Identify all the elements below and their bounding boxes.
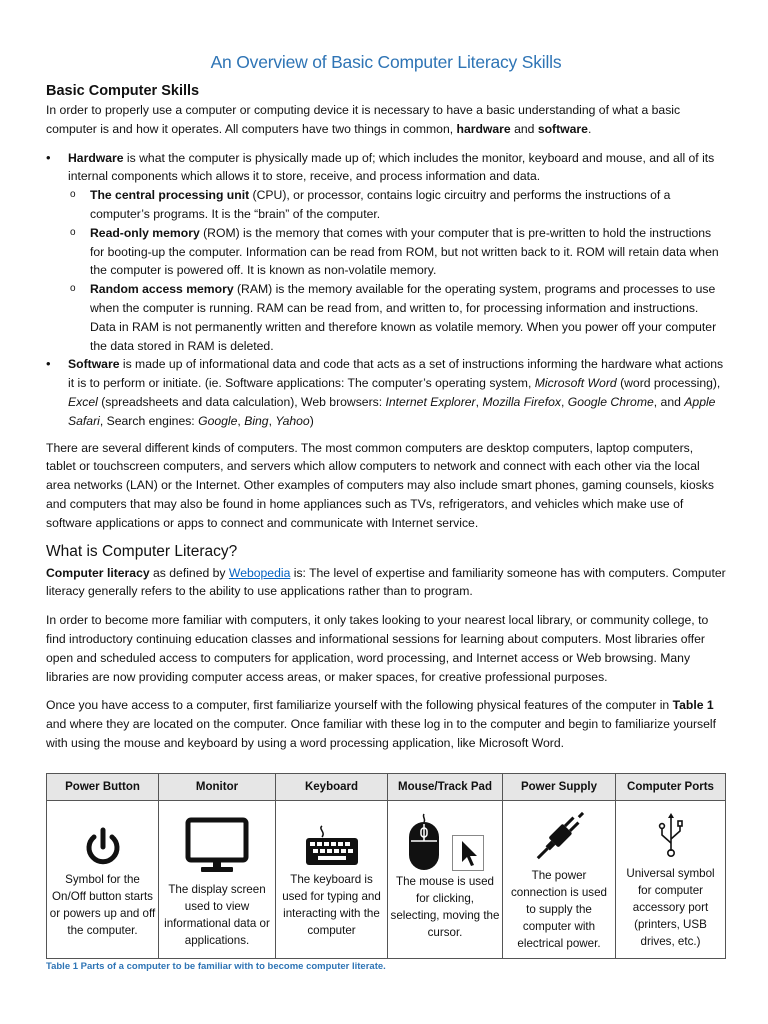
section-heading-basic-skills: Basic Computer Skills <box>46 83 200 99</box>
webopedia-link[interactable]: Webopedia <box>228 565 291 580</box>
computer-kinds-paragraph: There are several different kinds of computers. The most common computers are desktop computers, laptop computers, tablet or touchscreen computers, and servers which allow computers to network and connect with each other via the local area networks (LAN) or the Internet. Other examples of computers may also include smart phones, gaming counsels, kiosks and computers that may also be found in home appliances such as TVs, refrigerators, and vehicles which make use of software applications or apps to connect and communicate with Internet service. <box>46 440 714 530</box>
power-plug-icon <box>531 807 587 867</box>
section-heading-computer-literacy: What is Computer Literacy? <box>46 542 238 560</box>
cell-mouse <box>388 801 503 959</box>
header-computer-ports: Computer Ports <box>616 774 726 801</box>
list-item-software: • Software is made up of informational data and code that acts as a set of instructions informing the hardware what actions it is to perform or initiate. (ie. Software applications: The computer’s operating system, Microsoft Word (word processing), Excel (spreadsheets and data calculation), Web browsers: Internet Explorer, Mozilla Firefox, Google Chrome, and Apple Safari, Search engines: Google, Bing, Yahoo) <box>46 355 726 430</box>
monitor-icon <box>185 817 249 875</box>
power-supply-description: The power connection is used to supply the computer with electrical power. <box>510 869 608 950</box>
cell-monitor <box>159 801 276 959</box>
hardware-software-list <box>46 149 726 431</box>
header-mouse: Mouse/Track Pad <box>388 774 503 801</box>
cell-power-supply <box>503 801 616 959</box>
list-item-rom: o Read-only memory (ROM) is the memory that comes with your computer that is pre-written to hold the instructions for booting-up the computer. Information can be read from ROM, but not written back to it. ROM will retain data when the computer is powered off. It is known as non-volatile memory. <box>68 224 726 280</box>
familiarize-paragraph: Once you have access to a computer, first familiarize yourself with the following physical features of the computer in Table 1 and where they are located on the computer. Once familiar with these log in to the computer and begin to familiarize yourself with using the mouse and keyboard by using a word processing application, like Microsoft Word. <box>46 698 717 750</box>
mouse-icon-group <box>390 813 500 871</box>
header-monitor: Monitor <box>159 774 276 801</box>
list-item-hardware: • Hardware is what the computer is physically made up of; which includes the monitor, keyboard and mouse, and all of its internal components which allows it to store, receive, and process information and data. o The central processing unit (CPU), or processor, contains logic circuitry and performs the instructions of a computer’s programs. It is the “brain” of the computer. o Read-only memory (ROM) is the memory that comes with your computer that is pre-written to hold the instructions for booting-up the computer. Information can be read from ROM, but not written back to it. ROM will retain data when the computer is powered off. It is known as non-volatile memory. o Random access memory (RAM) is the memory available for the operating system, programs and processes to use when the computer is running. RAM can be read from, and written to, for processing information and instructions. Data in RAM is not permanently written and therefore known as volatile memory. When you power off your computer the data stored in RAM is deleted. <box>46 149 726 356</box>
cell-keyboard <box>276 801 388 959</box>
keyboard-icon <box>304 823 360 867</box>
definition-paragraph: Computer literacy as defined by Webopedia is: The level of expertise and familiarity someone has with computers. Computer literacy generally refers to the ability to use applications rather than to program. <box>46 565 726 599</box>
hardware-sublist <box>68 186 726 355</box>
mouse-icon <box>406 813 442 871</box>
library-paragraph: In order to become more familiar with computers, it only takes looking to your nearest local library, or community college, to find introductory continuing education classes and informational sessions for learning about computers. Most libraries offer open and scheduled access to computers for application, word processing, and Internet access or Web browsing. Many libraries are now providing computer access areas, or maker spaces, for creative professional purposes. <box>46 613 709 684</box>
cursor-pointer-icon <box>452 835 484 871</box>
cell-computer-ports <box>616 801 726 959</box>
header-keyboard: Keyboard <box>276 774 388 801</box>
monitor-description: The display screen used to view informational data or applications. <box>164 883 270 947</box>
power-button-description: Symbol for the On/Off button starts or powers up and off the computer. <box>49 873 156 937</box>
cell-power-button <box>47 801 159 959</box>
mouse-description: The mouse is used for clicking, selecting, moving the cursor. <box>390 875 500 939</box>
computer-parts-table <box>46 773 726 959</box>
power-icon <box>81 825 125 869</box>
computer-ports-description: Universal symbol for computer accessory port (printers, USB drives, etc.) <box>626 867 715 948</box>
header-power-supply: Power Supply <box>503 774 616 801</box>
usb-icon <box>656 809 686 859</box>
table-header-row <box>47 774 726 801</box>
header-power-button: Power Button <box>47 774 159 801</box>
table-row <box>47 801 726 959</box>
keyboard-description: The keyboard is used for typing and interacting with the computer <box>282 873 381 937</box>
document-page <box>46 52 726 763</box>
list-item-cpu: o The central processing unit (CPU), or processor, contains logic circuitry and performs the instructions of a computer’s programs. It is the “brain” of the computer. <box>68 186 726 224</box>
intro-paragraph: In order to properly use a computer or computing device it is necessary to have a basic understanding of what a basic computer is and how it operates. All computers have two things in common, hardware and software. <box>46 103 681 136</box>
table-caption: Table 1 Parts of a computer to be familiar with to become computer literate. <box>46 961 386 972</box>
page-title: An Overview of Basic Computer Literacy Skills <box>210 52 562 72</box>
list-item-ram: o Random access memory (RAM) is the memory available for the operating system, programs and processes to use when the computer is running. RAM can be read from, and written to, for processing information and instructions. Data in RAM is not permanently written and therefore known as volatile memory. When you power off your computer the data stored in RAM is deleted. <box>68 280 726 355</box>
